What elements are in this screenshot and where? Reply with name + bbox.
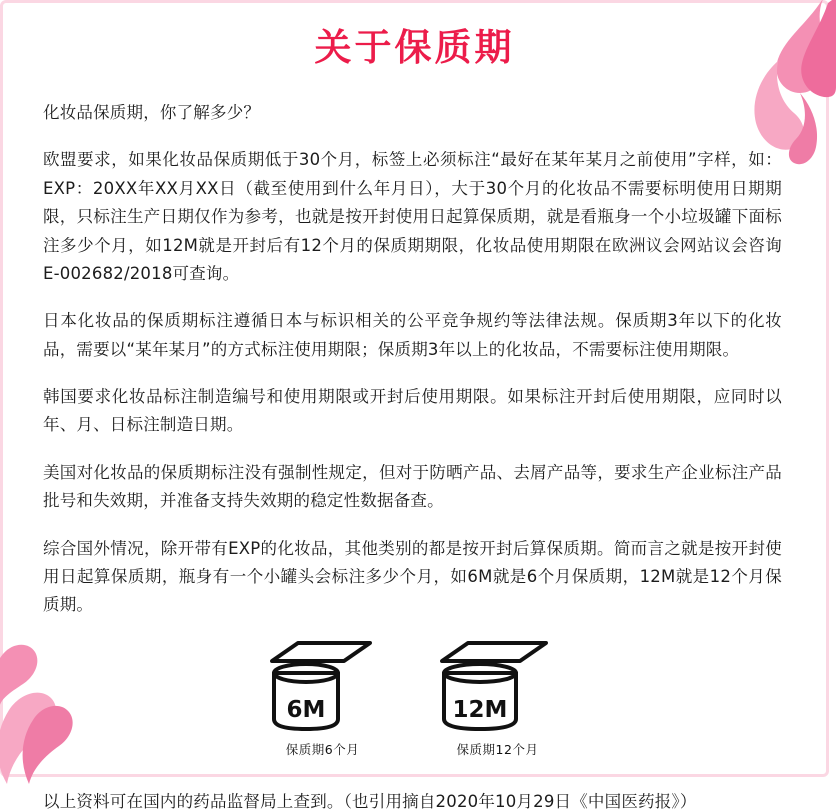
open-jar-icon [428, 639, 568, 734]
paragraph-intro: 化妆品保质期，你了解多少？ [43, 103, 261, 122]
document-body [3, 71, 826, 758]
jar-label-6m: 6M [286, 696, 325, 723]
pao-symbol-figure [43, 639, 782, 758]
paragraph-korea: 韩国要求化妆品标注制造编号和使用期限或开封后使用期限。如果标注开封后使用期限，应同时以年、月、日标注制造日期。 [43, 387, 782, 435]
paragraph-usa: 美国对化妆品的保质期标注没有强制性规定，但对于防晒产品、去屑产品等，要求生产企业标注产品批号和失效期，并准备支持失效期的稳定性数据备查。 [43, 462, 782, 511]
jar-caption-6m: 保质期6个月 [285, 741, 360, 757]
jar-12m [428, 639, 568, 758]
page-title: 关于保质期 [314, 26, 515, 69]
jar-6m [258, 639, 388, 758]
document-footer: 以上资料可在国内的药品监督局上查到。（也引用摘自2020年10月29日《中国医药报》） [43, 791, 697, 811]
paragraph-japan: 日本化妆品的保质期标注遵循日本与标识相关的公平竞争规约等法律法规。保质期3年以下的化妆品，需要以“某年某月”的方式标注使用期限；保质期3年以上的化妆品，不需要标注使用期限。 [43, 311, 782, 359]
jar-caption-12m: 保质期12个月 [456, 741, 539, 757]
open-jar-icon [258, 639, 388, 734]
jar-label-12m: 12M [452, 696, 507, 723]
paragraph-eu: 欧盟要求，如果化妆品保质期低于30个月，标签上必须标注“最好在某年某月之前使用”字样，如：EXP：20XX年XX月XX日（截至使用到什么年月日），大于30个月的化妆品不需要标明使用日期期限，只标注生产日期仅作为参考，也就是按开封使用日起算保质期，就是看瓶身一个小垃圾罐下面标注多少个月，如12M就是开封后有12个月的保质期期限，化妆品使用期限在欧洲议会网站议会咨询E-002682/2018可查询。 [43, 150, 782, 283]
paragraph-summary: 综合国外情况，除开带有EXP的化妆品，其他类别的都是按开封后算保质期。简而言之就是按开封使用日起算保质期，瓶身有一个小罐头会标注多少个月，如6M就是6个月保质期，12M就是12个月保质期。 [43, 538, 782, 615]
